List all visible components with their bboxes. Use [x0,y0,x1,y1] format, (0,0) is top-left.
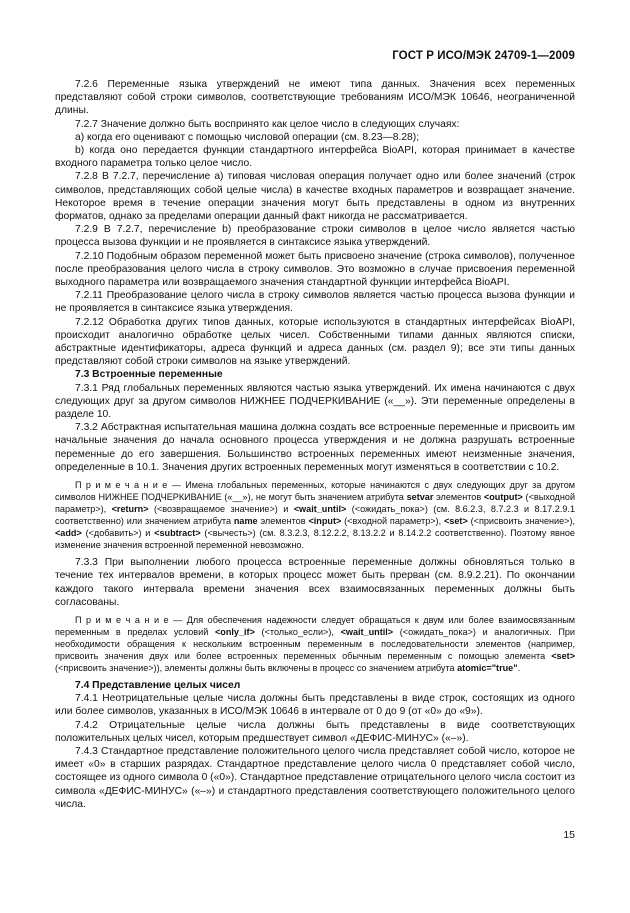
paragraph-7-2-7-b: b) когда оно передается функции стандартного интерфейса BioAPI, которая принимает в качестве входного параметра только целое число. [55,145,575,170]
note-1-text: (<выходной параметр>), [55,492,576,515]
paragraph-7-2-7-a: a) когда его оценивают с помощью числовой операции (см. 8.23—8.28); [75,131,420,143]
note-1-text: (<добавить>) и [85,528,151,539]
paragraph-7-2-7: 7.2.7 Значение должно быть воспринято как целое число в следующих случаях: [75,118,460,130]
note-1-code: name [233,516,258,527]
note-1-text: (<вычесть>) (см. 8.3.2.3, 8.12.2.2, 8.13.2.2 и 8.14.2.2 соответственно). Поэтому явное изменение значения встроенной переменной невозможно. [55,528,575,551]
paragraph-7-4-2: 7.4.2 Отрицательные целые числа должны быть представлены в виде соответствующих положительных целых чисел, которым предшествует символ «ДЕФИС-МИНУС» («–»). [55,719,575,744]
note-1-label: П р и м е ч а н и е — [75,480,181,491]
paragraph-7-4-3: 7.4.3 Стандартное представление положительного целого числа представляет собой число, которое не имеет «0» в старших разрядах. Стандартное представление целого числа 0 представляет собой число, состоящее из одного символа 0 («0»). Стандартное представление отрицательного целого числа состоит из символа «ДЕФИС-МИНУС» («–») и стандартного представления соответствующего положительного целого числа. [55,745,575,810]
note-1-code: <add> [55,528,82,539]
section-heading-7-3: 7.3 Встроенные переменные [75,369,223,381]
note-1-code: <set> [443,516,468,527]
note-2 [55,614,575,674]
paragraph-7-3-3: 7.3.3 При выполнении любого процесса встроенные переменные должны обновляться только в течение тех интервалов времени, в которых процесс может быть прерван (см. 8.9.2.21). По окончании каждого такого интервала времени значения всех взаимосвязанных переменных должны быть согласованы. [55,557,575,608]
note-2-text: . [517,662,521,673]
note-2-code: <set> [551,650,575,661]
note-2-label: П р и м е ч а н и е — [75,614,183,625]
paragraph-7-2-9: 7.2.9 В 7.2.7, перечисление b) преобразование строки символов в целое число является частью процесса вызова функции и не проявляется в синтаксисе языка утверждений. [55,224,575,249]
note-2-code: <only_if> [214,626,255,637]
note-1-code: <subtract> [154,528,201,539]
paragraph-7-2-10: 7.2.10 Подобным образом переменной может быть присвоено значение (строка символов), полученное после преобразования целого числа в строку символов. Это возможно в случае присвоения переменной выходного параметра или возвращаемого значения стандартной функции интерфейса BioAPI. [55,250,575,289]
paragraph-7-2-6: 7.2.6 Переменные языка утверждений не имеют типа данных. Значения всех переменных представляют собой строки символов, соответствующие требованиям ИСО/МЭК 10646, неограниченной длины. [55,79,575,117]
note-2-text: Для обеспечения надежности следует обращаться к двум или более взаимосвязанным переменным в пределах условий [55,614,576,637]
note-2-code: atomic="true" [457,662,518,673]
note-1-text: (<входной параметр>), [344,516,442,527]
note-2-text: (<присвоить значение>)), элементы должны быть включены в процесс со значением атрибута [55,662,455,673]
note-1-text: элементов [436,492,482,503]
paragraph-7-2-8: 7.2.8 В 7.2.7, перечисление a) типовая числовая операция получает одно или более значений (строк символов, представляющих собой целые числа) в качестве входных параметров и возвращает значение. Некоторое время в течение операции значения могут быть представлены в одном из внутренних форматов, однако за пределами операции данный факт никогда не рассматривается. [55,171,575,223]
paragraph-7-3-1: 7.3.1 Ряд глобальных переменных являются частью языка утверждений. Их имена начинаются с двух следующих друг за другом символов НИЖНЕЕ ПОДЧЕРКИВАНИЕ («__»). Эти переменные определены в разделе 10. [55,382,575,421]
paragraph-7-4-1: 7.4.1 Неотрицательные целые числа должны быть представлены в виде строк, состоящих из одного или более символов, указанных в ИСО/МЭК 10646 в интервале от 0 до 9 (от «0» до «9»). [55,693,575,718]
note-1-text: (<присвоить значение>), [470,516,576,527]
note-1-code: setvar [406,492,434,503]
note-1 [55,479,575,551]
section-heading-7-4: 7.4 Представление целых чисел [75,679,241,691]
standard-header: ГОСТ Р ИСО/МЭК 24709-1—2009 [392,50,575,62]
paragraph-7-3-2: 7.3.2 Абстрактная испытательная машина должна создать все встроенные переменные и присвоить им начальные значения до начала основного процесса утверждения и не должна разрушать встроенные переменные до его завершения. Большинство встроенных переменных имеют неизменные значения, определенные в 10.1. Значения других встроенных переменных могут изменяться в соответствии с 10.2. [55,422,575,473]
note-2-text: (<ожидать_пока>) и аналогичных. При необходимости обращения к нескольким встроенным переменным в последовательности элементов (например, присвоить значения двух или более встроенных переменных обычным переменным с помощью элемента [55,626,575,661]
note-1-text: элементов [260,516,306,527]
note-2-code: <wait_until> [340,626,394,637]
note-1-code: <input> [308,516,342,527]
note-2-text: (<только_если>), [261,626,334,637]
note-1-code: <wait_until> [293,504,347,515]
page-number: 15 [563,829,575,841]
note-1-code: <return> [111,504,149,515]
document-body [55,78,575,811]
paragraph-7-2-12: 7.2.12 Обработка других типов данных, которые используются в стандартных интерфейсах BioAPI, происходит аналогично обработке целых чисел. Собственными типами данных являются списки, абстрактные идентификаторы, адреса функций и адреса данных (см. раздел 9); все эти типы данных представляют собой строки символов на языке утверждений. [55,316,575,368]
note-1-text: (<возвращаемое значение>) и [153,504,289,515]
paragraph-7-2-11: 7.2.11 Преобразование целого числа в строку символов является частью процесса вызова функции и не проявляется в синтаксисе языка утверждения. [55,290,575,315]
note-1-code: <output> [483,492,523,503]
note-1-text: Имена глобальных переменных, которые начинаются с двух следующих друг за другом символов НИЖНЕЕ ПОДЧЕРКИВАНИЕ («__»), не могут быть значением атрибута [55,480,576,503]
note-1-text: (<ожидать_пока>) (см. 8.6.2.3, 8.7.2.3 и 8.17.2.9.1 соответственно) или значением атрибута [55,504,575,527]
